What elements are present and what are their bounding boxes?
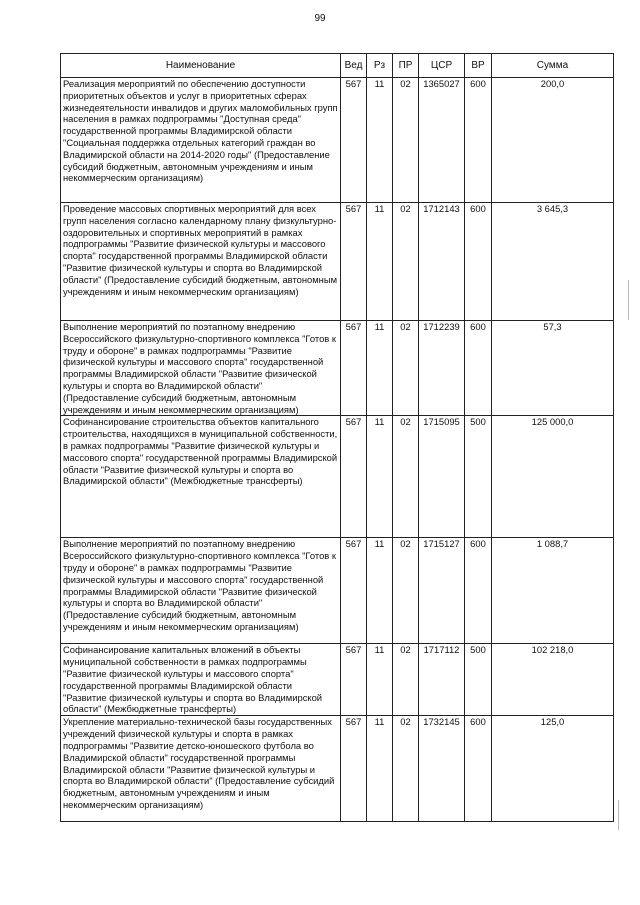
page-number: 99 [314,13,326,24]
row-sum: 1 088,7 [492,538,614,644]
row-name: Выполнение мероприятий по поэтапному внедрению Всероссийского физкультурно-спортивного комплекса "Готов к труду и обороне" в рамках подпрограммы "Развитие физической культуры и массового спорта" государственной программы Владимирской области "Развитие физической культуры и спорта во Владимирской области" (Предоставление субсидий бюджетным, автономным учреждениям и иным некоммерческим организациям) [61,321,341,416]
row-sum: 102 218,0 [492,644,614,716]
row-ved: 567 [341,538,367,644]
row-sum: 125,0 [492,716,614,822]
row-vr: 600 [465,538,492,644]
row-rz: 11 [367,538,393,644]
row-vr: 600 [465,716,492,822]
row-name: Софинансирование капитальных вложений в объекты муниципальной собственности в рамках подпрограммы "Развитие физической культуры и массового спорта" государственной программы Владимирской области "Развитие физической культуры и спорта во Владимирской области" (Межбюджетные трансферты) [61,644,341,716]
header-rz: Рз [367,54,393,78]
row-name: Реализация мероприятий по обеспечению доступности приоритетных объектов и услуг в приоритетных сферах жизнедеятельности инвалидов и других маломобильных групп населения в рамках подпрограммы "Доступная среда" государственной программы Владимирской области "Социальная поддержка отдельных категорий граждан во Владимирской области на 2014-2020 годы" (Предоставление субсидий бюджетным, автономным учреждениям и иным некоммерческим организациям) [61,78,341,203]
header-pr: ПР [393,54,419,78]
row-vr: 600 [465,321,492,416]
row-csr: 1717112 [419,644,465,716]
row-pr: 02 [393,716,419,822]
row-ved: 567 [341,78,367,203]
table-row [61,644,614,716]
row-csr: 1715127 [419,538,465,644]
row-name: Выполнение мероприятий по поэтапному внедрению Всероссийского физкультурно-спортивного комплекса "Готов к труду и обороне" в рамках подпрограммы "Развитие физической культуры и массового спорта" государственной программы Владимирской области "Развитие физической культуры и спорта во Владимирской области" (Предоставление субсидий бюджетным, автономным учреждениям и иным некоммерческим организациям) [61,538,341,644]
row-csr: 1365027 [419,78,465,203]
row-sum: 200,0 [492,78,614,203]
row-vr: 500 [465,644,492,716]
row-rz: 11 [367,203,393,321]
row-pr: 02 [393,538,419,644]
row-csr: 1712239 [419,321,465,416]
table-row [61,716,614,822]
table-row [61,321,614,416]
row-pr: 02 [393,78,419,203]
scan-artifact-line [628,280,629,320]
row-sum: 57,3 [492,321,614,416]
row-name: Проведение массовых спортивных мероприятий для всех групп населения согласно календарному плану физкультурно-оздоровительных и спортивных мероприятий в рамках подпрограммы "Развитие физической культуры и массового спорта" государственной программы Владимирской области "Развитие физической культуры и спорта во Владимирской области" (Предоставление субсидий бюджетным, автономным учреждениям и иным некоммерческим организациям) [61,203,341,321]
table-row [61,538,614,644]
header-ved: Вед [341,54,367,78]
header-vr: ВР [465,54,492,78]
row-pr: 02 [393,416,419,538]
row-rz: 11 [367,716,393,822]
table-row [61,78,614,203]
budget-table [60,53,614,822]
row-sum: 3 645,3 [492,203,614,321]
row-rz: 11 [367,416,393,538]
scan-artifact-line [618,800,619,830]
row-rz: 11 [367,78,393,203]
header-sum: Сумма [492,54,614,78]
row-ved: 567 [341,416,367,538]
row-vr: 500 [465,416,492,538]
row-pr: 02 [393,203,419,321]
row-sum: 125 000,0 [492,416,614,538]
header-csr: ЦСР [419,54,465,78]
row-vr: 600 [465,78,492,203]
header-name: Наименование [61,54,341,78]
row-ved: 567 [341,321,367,416]
table-row [61,416,614,538]
row-rz: 11 [367,644,393,716]
row-vr: 600 [465,203,492,321]
row-rz: 11 [367,321,393,416]
table-header-row [61,54,614,78]
row-pr: 02 [393,644,419,716]
row-pr: 02 [393,321,419,416]
row-name: Укрепление материально-технической базы государственных учреждений физической культуры и спорта в рамках подпрограммы "Развитие детско-юношеского футбола во Владимирской области" государственной программы Владимирской области "Развитие физической культуры и спорта во Владимирской области" (Предоставление субсидий бюджетным, автономным учреждениям и иным некоммерческим организациям) [61,716,341,822]
table-row [61,203,614,321]
row-name: Софинансирование строительства объектов капитального строительства, находящихся в муниципальной собственности, в рамках подпрограммы "Развитие физической культуры и массового спорта" государственной программы Владимирской области "Развитие физической культуры и спорта во Владимирской области" (Межбюджетные трансферты) [61,416,341,538]
row-ved: 567 [341,203,367,321]
row-csr: 1712143 [419,203,465,321]
row-ved: 567 [341,716,367,822]
row-csr: 1732145 [419,716,465,822]
row-csr: 1715095 [419,416,465,538]
row-ved: 567 [341,644,367,716]
